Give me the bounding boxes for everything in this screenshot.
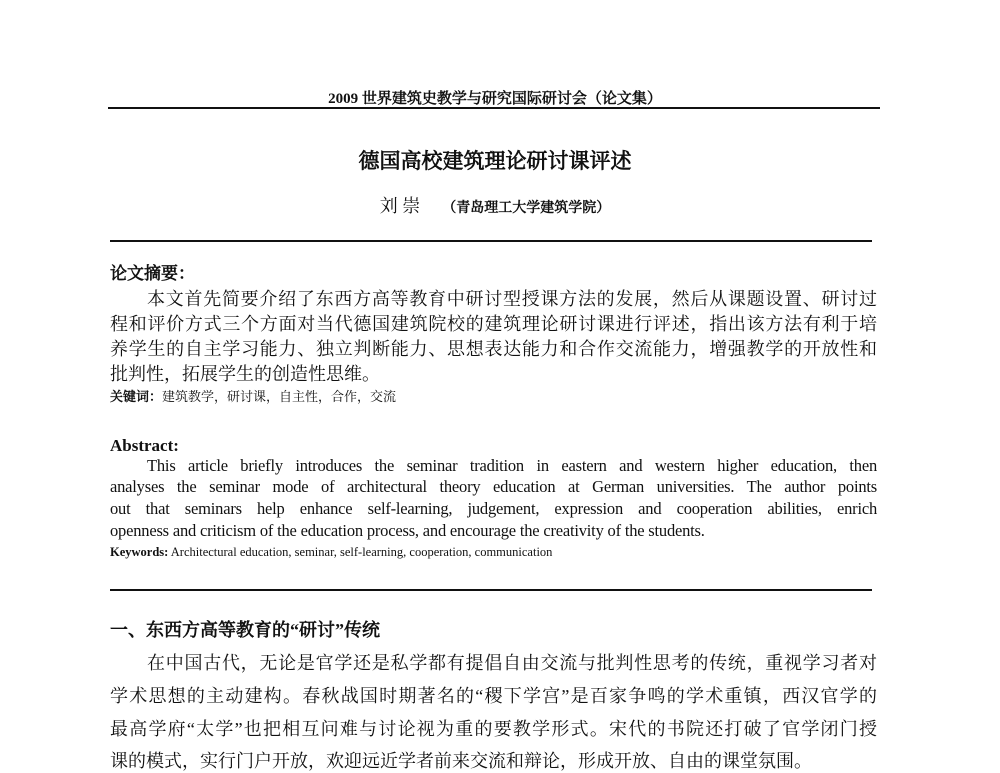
abstract-cn-line: 养学生的自主学习能力、独立判断能力、思想表达能力和合作交流能力，增强教学的开放性和 [110, 339, 877, 359]
abstract-rule [110, 589, 872, 591]
section-heading: 一、东西方高等教育的“研讨”传统 [110, 620, 380, 640]
title-rule [110, 240, 872, 242]
author-affiliation: （青岛理工大学建筑学院） [442, 201, 611, 216]
article-title: 德国高校建筑理论研讨课评述 [358, 149, 632, 173]
abstract-cn-line: 批判性，拓展学生的创造性思维。 [110, 364, 380, 384]
abstract-en-line: This article briefly introduces the seminar tradition in eastern and western higher education, then [147, 456, 877, 475]
header-rule [108, 107, 880, 109]
keywords-en-text: Architectural education, seminar, self-learning, cooperation, communication [170, 545, 553, 559]
author-name: 刘 崇 [379, 196, 421, 216]
abstract-cn-line: 程和评价方式三个方面对当代德国建筑院校的建筑理论研讨课进行评述，指出该方法有利于培 [110, 314, 877, 334]
body-line: 在中国古代，无论是官学还是私学都有提倡自由交流与批判性思考的传统，重视学习者对 [147, 653, 877, 673]
author-line [0, 192, 990, 218]
body-line: 学术思想的主动建构。春秋战国时期著名的“稷下学宫”是百家争鸣的学术重镇，西汉官学的 [110, 686, 877, 706]
keywords-cn-label: 关键词： [110, 389, 163, 404]
abstract-en-line: out that seminars help enhance self-learning, judgement, expression and cooperation abilities, enrich [110, 499, 877, 518]
body-line: 最高学府“太学”也把相互问难与讨论视为重的要教学形式。宋代的书院还打破了官学闭门授 [110, 719, 877, 739]
body-line: 课的模式，实行门户开放，欢迎远近学者前来交流和辩论，形成开放、自由的课堂氛围。 [110, 751, 812, 771]
abstract-en-heading: Abstract: [110, 436, 179, 455]
keywords-cn [110, 386, 396, 405]
keywords-en-label: Keywords: [110, 545, 169, 559]
abstract-en-line: analyses the seminar mode of architectural theory education at German universities. The author points [110, 477, 877, 496]
running-header: 2009 世界建筑史教学与研究国际研讨会（论文集） [328, 91, 662, 107]
abstract-cn-heading: 论文摘要： [110, 264, 195, 283]
abstract-en-line: openness and criticism of the education process, and encourage the creativity of the students. [110, 521, 705, 540]
abstract-cn-line: 本文首先简要介绍了东西方高等教育中研讨型授课方法的发展，然后从课题设置、研讨过 [147, 289, 877, 309]
keywords-en [110, 545, 552, 560]
keywords-cn-text: 建筑教学，研讨课，自主性，合作，交流 [162, 389, 397, 404]
